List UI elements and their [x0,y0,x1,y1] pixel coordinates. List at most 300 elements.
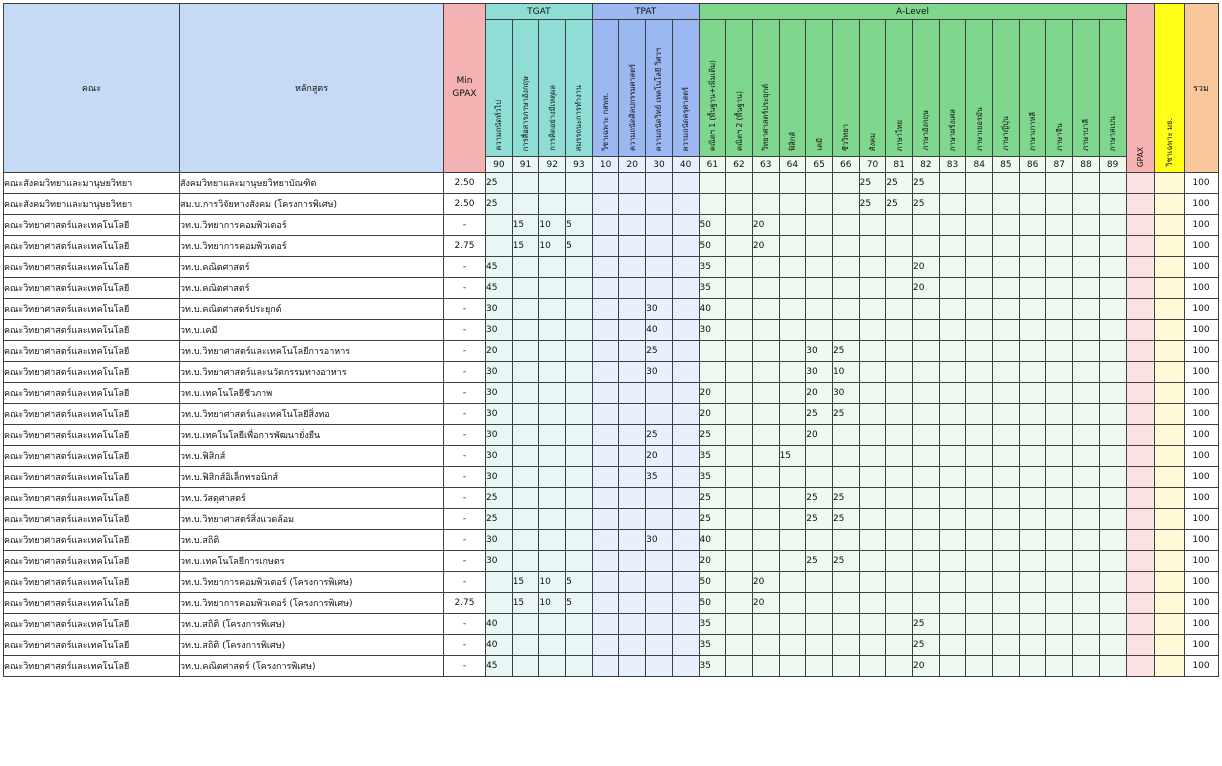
subject-name: ภาษาฝรั่งเศส [948,108,958,151]
faculty-cell: คณะวิทยาศาสตร์และเทคโนโลยี [4,593,180,614]
score-cell-65: 25 [806,509,833,530]
score-cell-10 [592,530,619,551]
subject-header-30 [646,20,673,157]
score-cell-gpax [1126,488,1154,509]
subject-header-82 [913,20,940,157]
score-cell-65 [806,467,833,488]
score-cell-20 [619,530,646,551]
score-cell-90: 30 [486,404,513,425]
score-cell-85 [993,593,1020,614]
score-cell-83 [939,299,966,320]
gpax-column-header [1126,4,1154,173]
score-cell-81 [886,236,913,257]
score-cell-91: 15 [512,236,539,257]
score-cell-61 [699,173,726,194]
score-cell-64 [779,467,806,488]
score-cell-20 [619,215,646,236]
score-cell-90 [486,215,513,236]
score-cell-84 [966,173,993,194]
score-cell-90: 25 [486,488,513,509]
score-cell-85 [993,446,1020,467]
score-cell-90: 30 [486,362,513,383]
score-cell-82 [913,488,940,509]
score-cell-91 [512,509,539,530]
score-cell-tu [1154,173,1184,194]
score-cell-10 [592,425,619,446]
score-cell-81: 25 [886,194,913,215]
min-gpax-cell: - [444,572,486,593]
score-cell-65 [806,173,833,194]
score-cell-86 [1019,362,1046,383]
score-cell-83 [939,467,966,488]
score-cell-93 [566,341,593,362]
score-cell-87 [1046,635,1073,656]
score-cell-85 [993,383,1020,404]
score-cell-91 [512,383,539,404]
score-cell-84 [966,593,993,614]
score-cell-30 [646,614,673,635]
score-cell-85 [993,467,1020,488]
score-cell-88 [1073,383,1100,404]
subject-header-88 [1073,20,1100,157]
score-cell-63 [752,635,779,656]
score-cell-gpax [1126,635,1154,656]
score-cell-93 [566,635,593,656]
score-cell-40 [672,446,699,467]
score-cell-81: 25 [886,173,913,194]
score-cell-86 [1019,614,1046,635]
score-cell-tu [1154,278,1184,299]
score-cell-91: 15 [512,215,539,236]
score-cell-64 [779,593,806,614]
table-row [4,467,1219,488]
score-cell-62 [726,488,753,509]
score-cell-40 [672,593,699,614]
score-cell-gpax [1126,530,1154,551]
score-cell-82 [913,215,940,236]
score-cell-82 [913,362,940,383]
score-cell-91 [512,362,539,383]
subject-name: ความถนัดศิลปกรรมศาสตร์ [627,63,637,151]
score-cell-20 [619,257,646,278]
subject-header-66 [832,20,859,157]
subject-name: ภาษาเยอรมัน [974,107,984,151]
total-cell: 100 [1184,467,1218,488]
score-cell-86 [1019,278,1046,299]
score-cell-20 [619,320,646,341]
min-gpax-cell: - [444,362,486,383]
score-cell-30: 30 [646,299,673,320]
score-cell-62 [726,194,753,215]
score-cell-66 [832,215,859,236]
score-cell-84 [966,530,993,551]
score-cell-88 [1073,446,1100,467]
subject-name: ความถนัดวิทย์ เทคโนโลยี วิศวฯ [654,47,664,151]
score-cell-30 [646,404,673,425]
score-cell-84 [966,656,993,677]
score-cell-61: 20 [699,383,726,404]
program-cell: วท.บ.เทคโนโลยีชีวภาพ [180,383,444,404]
score-cell-65 [806,236,833,257]
subject-code-87: 87 [1046,157,1073,173]
score-cell-64 [779,278,806,299]
score-cell-40 [672,656,699,677]
score-cell-70: 25 [859,173,886,194]
score-cell-30 [646,257,673,278]
subject-code-63: 63 [752,157,779,173]
score-cell-30 [646,278,673,299]
subject-code-88: 88 [1073,157,1100,173]
score-cell-81 [886,551,913,572]
score-cell-40 [672,194,699,215]
score-cell-87 [1046,509,1073,530]
score-cell-63: 20 [752,215,779,236]
score-cell-84 [966,551,993,572]
score-cell-85 [993,257,1020,278]
subject-code-66: 66 [832,157,859,173]
score-cell-70 [859,572,886,593]
score-cell-91 [512,341,539,362]
score-cell-85 [993,299,1020,320]
score-cell-85 [993,656,1020,677]
score-cell-63 [752,425,779,446]
score-cell-30: 35 [646,467,673,488]
score-cell-87 [1046,530,1073,551]
score-cell-84 [966,509,993,530]
score-cell-tu [1154,614,1184,635]
score-cell-66 [832,530,859,551]
score-cell-64 [779,194,806,215]
score-cell-88 [1073,215,1100,236]
score-cell-84 [966,257,993,278]
score-cell-70: 25 [859,194,886,215]
score-cell-93 [566,425,593,446]
score-cell-63: 20 [752,572,779,593]
score-cell-90: 45 [486,278,513,299]
score-cell-61: 20 [699,551,726,572]
score-cell-87 [1046,446,1073,467]
program-cell: วท.บ.เคมี [180,320,444,341]
score-cell-90 [486,593,513,614]
faculty-cell: คณะสังคมวิทยาและมานุษยวิทยา [4,173,180,194]
tpat-group-header: TPAT [592,4,699,20]
score-cell-10 [592,362,619,383]
score-cell-30 [646,173,673,194]
score-cell-10 [592,446,619,467]
score-cell-63 [752,467,779,488]
score-cell-91 [512,614,539,635]
score-cell-81 [886,509,913,530]
min-gpax-cell: - [444,320,486,341]
score-cell-81 [886,425,913,446]
total-cell: 100 [1184,593,1218,614]
score-cell-20 [619,236,646,257]
score-cell-82 [913,593,940,614]
subject-code-65: 65 [806,157,833,173]
score-cell-30: 25 [646,341,673,362]
score-cell-90: 40 [486,614,513,635]
score-cell-20 [619,635,646,656]
total-cell: 100 [1184,404,1218,425]
faculty-cell: คณะวิทยาศาสตร์และเทคโนโลยี [4,488,180,509]
score-cell-84 [966,278,993,299]
score-cell-66: 25 [832,404,859,425]
score-cell-91 [512,320,539,341]
score-cell-82 [913,446,940,467]
score-cell-82 [913,299,940,320]
score-cell-70 [859,278,886,299]
score-cell-64 [779,299,806,320]
score-cell-88 [1073,404,1100,425]
score-cell-84 [966,467,993,488]
score-cell-20 [619,383,646,404]
score-cell-66 [832,320,859,341]
min-gpax-cell: - [444,383,486,404]
score-cell-92 [539,551,566,572]
table-row [4,656,1219,677]
total-cell: 100 [1184,614,1218,635]
alevel-group-header: A-Level [699,4,1126,20]
score-cell-82 [913,320,940,341]
subject-name: คณิตฯ 2 (พื้นฐาน) [734,91,744,151]
score-cell-63 [752,257,779,278]
score-cell-88 [1073,551,1100,572]
score-cell-90: 40 [486,635,513,656]
score-cell-89 [1099,530,1126,551]
subject-name: ความถนัดครุศาสตร์ [681,86,691,151]
faculty-cell: คณะวิทยาศาสตร์และเทคโนโลยี [4,425,180,446]
score-cell-61: 35 [699,278,726,299]
score-cell-40 [672,404,699,425]
score-cell-65: 25 [806,551,833,572]
program-header: หลักสูตร [180,4,444,173]
program-cell: วท.บ.ฟิสิกส์อิเล็กทรอนิกส์ [180,467,444,488]
score-cell-40 [672,509,699,530]
score-cell-91 [512,446,539,467]
subject-name: ภาษาอังกฤษ [921,110,931,151]
faculty-cell: คณะสังคมวิทยาและมานุษยวิทยา [4,194,180,215]
score-cell-10 [592,467,619,488]
score-cell-83 [939,320,966,341]
program-cell: วท.บ.วัสดุศาสตร์ [180,488,444,509]
score-cell-10 [592,572,619,593]
score-cell-63 [752,173,779,194]
score-cell-81 [886,593,913,614]
score-cell-61: 35 [699,257,726,278]
score-cell-89 [1099,656,1126,677]
score-cell-65 [806,635,833,656]
score-cell-87 [1046,467,1073,488]
score-cell-82 [913,509,940,530]
faculty-cell: คณะวิทยาศาสตร์และเทคโนโลยี [4,467,180,488]
score-cell-92 [539,362,566,383]
score-cell-82 [913,425,940,446]
score-cell-10 [592,488,619,509]
score-cell-40 [672,425,699,446]
score-cell-70 [859,614,886,635]
score-cell-83 [939,635,966,656]
subject-code-90: 90 [486,157,513,173]
table-row [4,383,1219,404]
score-cell-83 [939,404,966,425]
score-cell-63 [752,383,779,404]
table-row [4,488,1219,509]
score-cell-87 [1046,593,1073,614]
total-cell: 100 [1184,320,1218,341]
program-cell: วท.บ.วิทยาการคอมพิวเตอร์ (โครงการพิเศษ) [180,593,444,614]
score-cell-61: 35 [699,656,726,677]
score-cell-20 [619,404,646,425]
score-cell-65: 20 [806,425,833,446]
score-cell-82 [913,404,940,425]
score-cell-93 [566,257,593,278]
admission-score-table [3,3,1219,677]
score-cell-30: 40 [646,320,673,341]
score-cell-87 [1046,551,1073,572]
score-cell-20 [619,488,646,509]
subject-name: สังคม [867,132,877,151]
score-cell-30 [646,593,673,614]
subject-name: คณิตฯ 1 (พื้นฐาน+เพิ่มเติม) [707,59,717,151]
score-cell-64 [779,173,806,194]
score-cell-86 [1019,404,1046,425]
score-cell-89 [1099,299,1126,320]
score-cell-62 [726,530,753,551]
score-cell-70 [859,215,886,236]
score-cell-82: 20 [913,278,940,299]
score-cell-66 [832,593,859,614]
score-cell-tu [1154,236,1184,257]
score-cell-20 [619,614,646,635]
score-cell-89 [1099,173,1126,194]
score-cell-90: 45 [486,656,513,677]
subject-code-84: 84 [966,157,993,173]
subject-name: การคิดอย่างมีเหตุผล [547,85,557,151]
score-cell-gpax [1126,236,1154,257]
score-cell-66 [832,257,859,278]
program-cell: สม.บ.การวิจัยทางสังคม (โครงการพิเศษ) [180,194,444,215]
score-cell-tu [1154,488,1184,509]
score-cell-61 [699,194,726,215]
score-cell-83 [939,656,966,677]
score-cell-81 [886,278,913,299]
score-cell-30 [646,383,673,404]
score-cell-85 [993,572,1020,593]
score-cell-30 [646,551,673,572]
score-cell-62 [726,635,753,656]
score-cell-86 [1019,194,1046,215]
score-cell-66: 25 [832,488,859,509]
min-gpax-cell: - [444,467,486,488]
score-cell-86 [1019,572,1046,593]
subject-code-89: 89 [1099,157,1126,173]
subject-header-89 [1099,20,1126,157]
score-cell-62 [726,173,753,194]
subject-name: เคมี [814,138,824,151]
score-cell-61: 35 [699,614,726,635]
score-cell-86 [1019,509,1046,530]
score-cell-88 [1073,572,1100,593]
score-cell-84 [966,362,993,383]
score-cell-70 [859,509,886,530]
score-cell-92 [539,299,566,320]
score-cell-62 [726,614,753,635]
score-cell-63 [752,320,779,341]
total-cell: 100 [1184,278,1218,299]
faculty-cell: คณะวิทยาศาสตร์และเทคโนโลยี [4,656,180,677]
score-cell-40 [672,635,699,656]
program-cell: วท.บ.วิทยาศาสตร์และนวัตกรรมทางอาหาร [180,362,444,383]
score-cell-10 [592,383,619,404]
score-cell-70 [859,362,886,383]
score-cell-20 [619,299,646,320]
score-cell-64 [779,320,806,341]
score-cell-70 [859,299,886,320]
table-row [4,299,1219,320]
score-cell-88 [1073,530,1100,551]
score-cell-81 [886,467,913,488]
min-gpax-cell: - [444,278,486,299]
score-cell-30: 30 [646,362,673,383]
score-cell-10 [592,341,619,362]
score-cell-85 [993,635,1020,656]
score-cell-61: 35 [699,446,726,467]
score-cell-30: 25 [646,425,673,446]
score-cell-81 [886,404,913,425]
score-cell-91 [512,194,539,215]
subject-code-61: 61 [699,157,726,173]
score-cell-84 [966,236,993,257]
score-cell-66 [832,173,859,194]
score-cell-10 [592,299,619,320]
score-cell-89 [1099,404,1126,425]
subject-header-70 [859,20,886,157]
score-cell-40 [672,467,699,488]
score-cell-tu [1154,383,1184,404]
score-cell-83 [939,257,966,278]
score-cell-gpax [1126,614,1154,635]
score-cell-91 [512,467,539,488]
score-cell-81 [886,635,913,656]
score-cell-93 [566,656,593,677]
score-cell-20 [619,551,646,572]
table-row [4,551,1219,572]
score-cell-83 [939,614,966,635]
score-cell-81 [886,530,913,551]
min-gpax-cell: 2.75 [444,236,486,257]
score-cell-82 [913,530,940,551]
score-cell-87 [1046,299,1073,320]
score-cell-63 [752,362,779,383]
score-cell-10 [592,173,619,194]
score-cell-63 [752,530,779,551]
score-cell-93 [566,551,593,572]
score-cell-tu [1154,299,1184,320]
subject-name: ชีววิทยา [841,123,851,151]
program-cell: วท.บ.วิทยาการคอมพิวเตอร์ [180,236,444,257]
faculty-cell: คณะวิทยาศาสตร์และเทคโนโลยี [4,530,180,551]
score-cell-85 [993,425,1020,446]
score-cell-62 [726,362,753,383]
subject-name: วิชาเฉพาะ กสพท. [601,92,611,151]
subject-header-85 [993,20,1020,157]
score-cell-62 [726,320,753,341]
score-cell-91 [512,551,539,572]
score-cell-40 [672,278,699,299]
score-cell-40 [672,215,699,236]
score-cell-86 [1019,173,1046,194]
score-cell-91 [512,278,539,299]
